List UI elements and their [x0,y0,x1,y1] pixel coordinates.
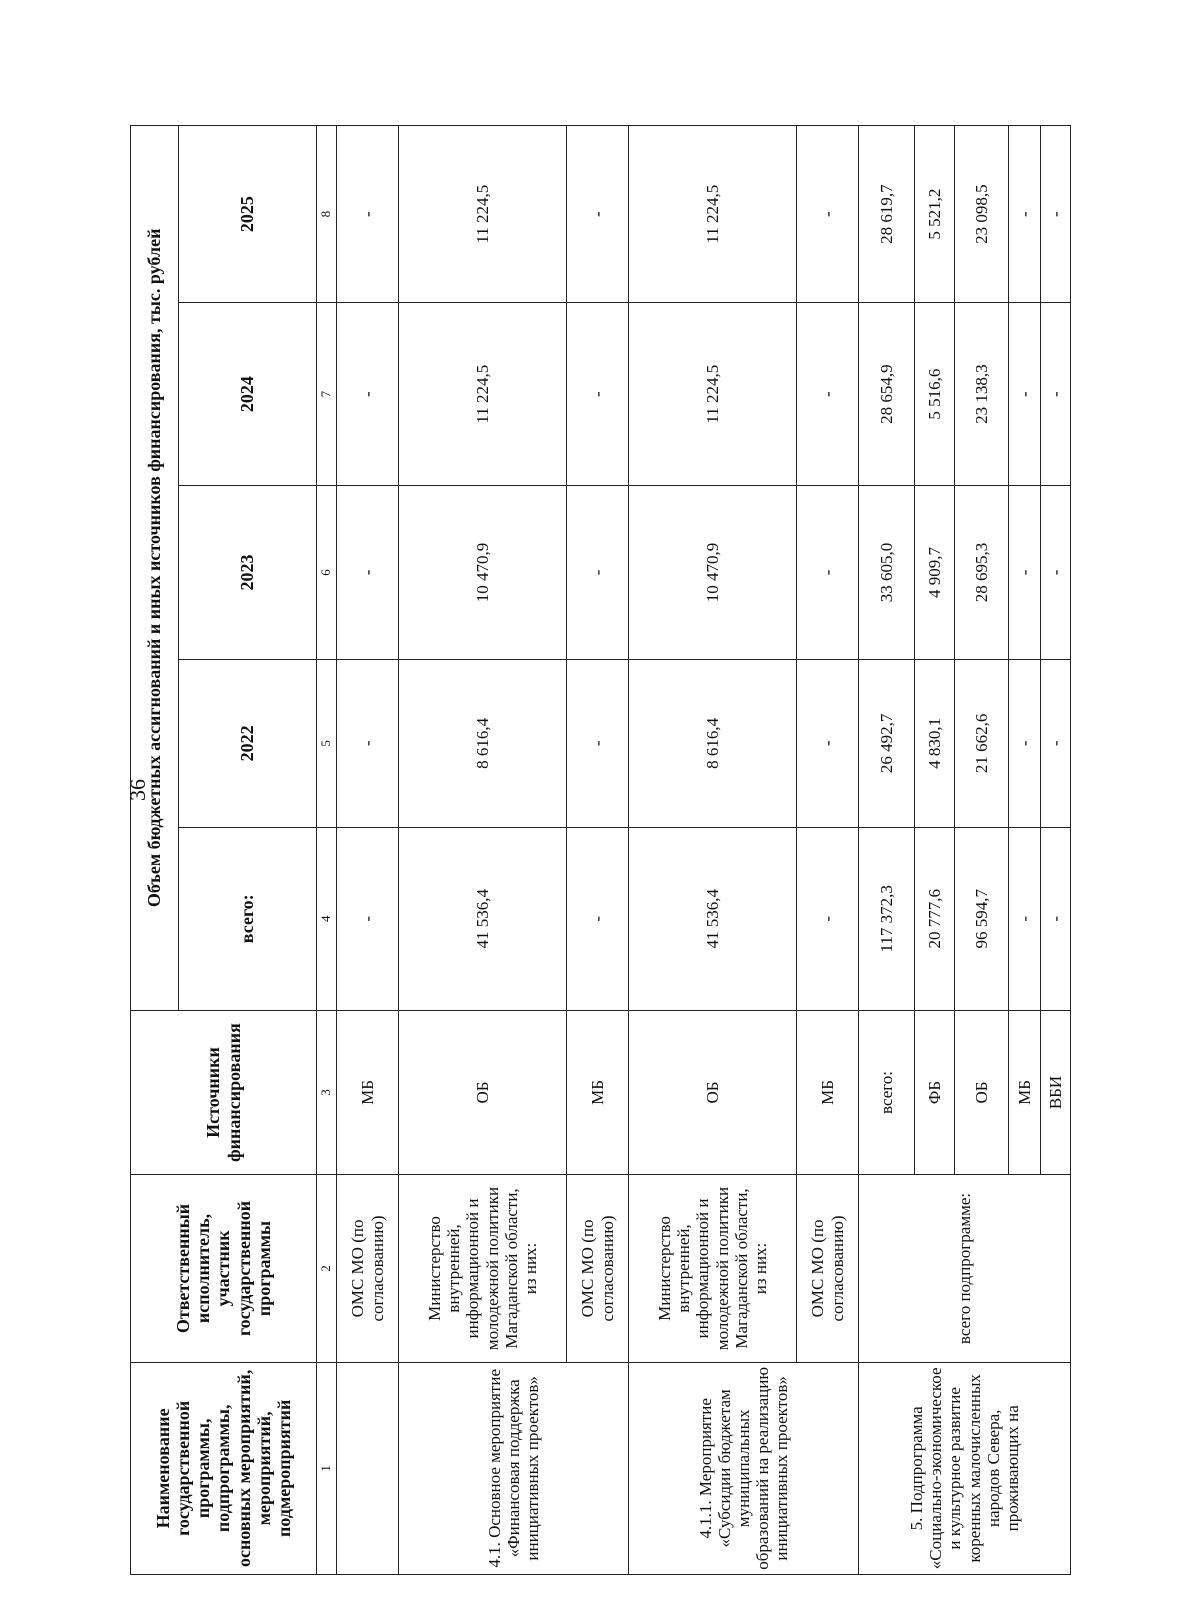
name-cell: 5. Подпрограмма «Социально-экономическое и культурное развитие коренных малочисленных народов Севера, проживающих на [859,1362,1071,1574]
value-cell: 8 616,4 [399,659,567,827]
table-row [797,126,859,1575]
source-cell: МБ [337,1010,399,1175]
name-cell: 4.1. Основное мероприятие «Финансовая поддержка инициативных проектов» [399,1362,629,1574]
value-cell: 41 536,4 [629,827,797,1010]
exec-cell: Министерство внутренней, информационной и молодежной политики Магаданской области, из них: [629,1175,797,1362]
value-cell: - [337,659,399,827]
column-number: 1 [317,1362,337,1574]
table-row [859,126,915,1575]
value-cell: - [797,126,859,303]
value-cell: 23 138,3 [955,303,1009,486]
source-cell: МБ [797,1010,859,1175]
value-cell: - [797,486,859,660]
source-cell: ОБ [629,1010,797,1175]
value-cell: 11 224,5 [629,303,797,486]
value-cell: 41 536,4 [399,827,567,1010]
table-row [399,126,567,1575]
value-cell: - [1041,659,1071,827]
value-cell: 21 662,6 [955,659,1009,827]
table-row [337,126,399,1575]
value-cell: - [1041,126,1071,303]
header-year: 2024 [179,303,317,486]
header-source: Источники финансирования [131,1010,317,1175]
value-cell: - [1009,486,1041,660]
value-cell: - [567,486,629,660]
value-cell: - [1009,659,1041,827]
value-cell: - [1009,126,1041,303]
value-cell: - [337,303,399,486]
source-cell: ФБ [915,1010,955,1175]
value-cell: 11 224,5 [629,126,797,303]
value-cell: 5 521,2 [915,126,955,303]
header-year: 2022 [179,659,317,827]
source-cell: ВБИ [1041,1010,1071,1175]
header-volume: Объем бюджетных ассигнований и иных источников финансирования, тыс. рублей [131,126,179,1011]
source-cell: МБ [1009,1010,1041,1175]
value-cell: 10 470,9 [399,486,567,660]
value-cell: 28 654,9 [859,303,915,486]
name-cell [337,1362,399,1574]
value-cell: - [1041,486,1071,660]
value-cell: 26 492,7 [859,659,915,827]
source-cell: ОБ [955,1010,1009,1175]
header-year: 2023 [179,486,317,660]
source-cell: МБ [567,1010,629,1175]
value-cell: - [797,827,859,1010]
column-number: 6 [317,486,337,660]
value-cell: - [337,827,399,1010]
source-cell: ОБ [399,1010,567,1175]
column-number: 8 [317,126,337,303]
value-cell: 8 616,4 [629,659,797,827]
column-numbers-row [317,126,337,1575]
value-cell: 4 909,7 [915,486,955,660]
rotated-table-container [130,125,1065,1575]
exec-cell: ОМС МО (по согласованию) [567,1175,629,1362]
value-cell: 5 516,6 [915,303,955,486]
header-exec: Ответственный исполнитель, участник государственной программы [131,1175,317,1362]
column-number: 2 [317,1175,337,1362]
header-year: 2025 [179,126,317,303]
value-cell: 20 777,6 [915,827,955,1010]
page-number: 36 [125,779,150,801]
exec-cell: ОМС МО (по согласованию) [337,1175,399,1362]
value-cell: 96 594,7 [955,827,1009,1010]
exec-cell: Министерство внутренней, информационной и молодежной политики Магаданской области, из них: [399,1175,567,1362]
value-cell: - [567,827,629,1010]
value-cell: - [337,126,399,303]
value-cell: - [567,303,629,486]
value-cell: - [1041,303,1071,486]
name-cell: 4.1.1. Мероприятие «Субсидии бюджетам муниципальных образований на реализацию инициативных проектов» [629,1362,859,1574]
exec-cell: ОМС МО (по согласованию) [797,1175,859,1362]
source-cell: всего: [859,1010,915,1175]
table-row [629,126,797,1575]
column-number: 3 [317,1010,337,1175]
value-cell: - [1009,827,1041,1010]
value-cell: 11 224,5 [399,126,567,303]
value-cell: - [567,659,629,827]
header-total: всего: [179,827,317,1010]
value-cell: - [337,486,399,660]
budget-table [130,125,1071,1575]
value-cell: - [797,659,859,827]
value-cell: - [1041,827,1071,1010]
value-cell: 23 098,5 [955,126,1009,303]
value-cell: 4 830,1 [915,659,955,827]
value-cell: 10 470,9 [629,486,797,660]
value-cell: 11 224,5 [399,303,567,486]
value-cell: - [567,126,629,303]
column-number: 7 [317,303,337,486]
column-number: 5 [317,659,337,827]
value-cell: - [1009,303,1041,486]
value-cell: 28 619,7 [859,126,915,303]
exec-cell: всего подпрограмме: [859,1175,1071,1362]
value-cell: 117 372,3 [859,827,915,1010]
value-cell: 33 605,0 [859,486,915,660]
value-cell: 28 695,3 [955,486,1009,660]
table-row [567,126,629,1575]
value-cell: - [797,303,859,486]
header-name: Наименование государственной программы, подпрограммы, основных мероприятий, мероприятий, подмероприятий [131,1362,317,1574]
column-number: 4 [317,827,337,1010]
